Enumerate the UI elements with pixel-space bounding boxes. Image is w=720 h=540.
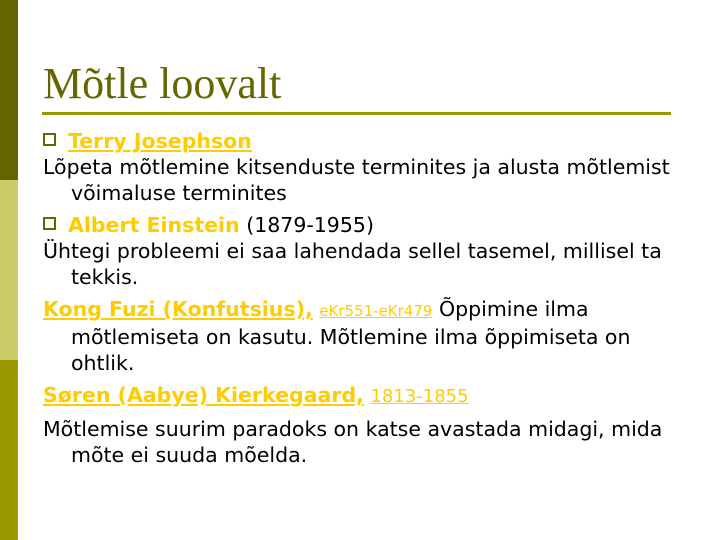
- slide-body: [43, 128, 683, 474]
- link-kierkegaard[interactable]: Søren (Aabye) Kierkegaard,: [43, 383, 364, 407]
- quote-kierkegaard: Mõtlemise suurim paradoks on katse avastada midagi, mida mõte ei suuda mõelda.: [43, 417, 663, 467]
- link-terry-josephson[interactable]: Terry Josephson: [68, 129, 252, 153]
- quote-josephson: Lõpeta mõtlemine kitsenduste terminites ja alusta mõtlemist võimaluse terminites: [43, 155, 670, 205]
- link-kong-fuzi-years[interactable]: eKr551-eKr479: [319, 302, 433, 320]
- quote-einstein: Ühtegi probleemi ei saa lahendada sellel tasemel, millisel ta tekkis.: [43, 239, 662, 289]
- slide-title: Mõtle loovalt: [43, 59, 282, 108]
- square-bullet-icon: [43, 133, 56, 146]
- link-kong-fuzi[interactable]: Kong Fuzi (Konfutsius),: [43, 297, 313, 321]
- quote-kong-fuzi: Õppimine ilma mõtlemiseta on kasutu. Mõtlemine ilma õppimiseta on ohtlik.: [71, 297, 631, 375]
- link-kierkegaard-years[interactable]: 1813-1855: [370, 386, 469, 407]
- name-einstein: Albert Einstein: [68, 213, 240, 237]
- square-bullet-icon: [43, 217, 56, 230]
- side-bar-dark: [0, 0, 18, 180]
- title-divider: [42, 112, 671, 115]
- side-bar-light: [0, 180, 18, 360]
- years-einstein: (1879-1955): [246, 213, 374, 237]
- side-bar-mid: [0, 360, 18, 540]
